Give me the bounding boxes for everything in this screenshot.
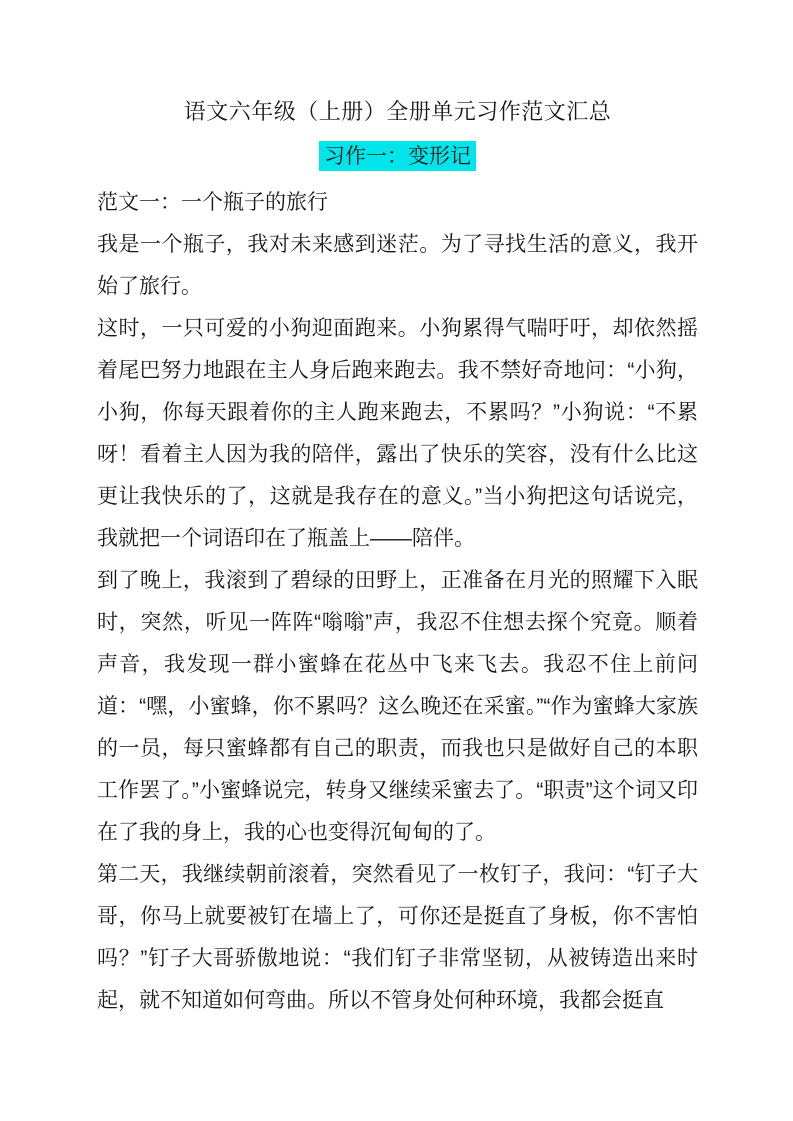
section-heading-row	[97, 141, 698, 173]
essay-body	[97, 182, 698, 1022]
essay-paragraph: 到了晚上，我滚到了碧绿的田野上，正准备在月光的照耀下入眠时，突然，听见一阵阵“嗡嗡”声，我忍不住想去探个究竟。顺着声音，我发现一群小蜜蜂在花丛中飞来飞去。我忍不住上前问道：“嘿，小蜜蜂，你不累吗？这么晚还在采蜜。”“作为蜜蜂大家族的一员，每只蜜蜂都有自己的职责，而我也只是做好自己的本职工作罢了。”小蜜蜂说完，转身又继续采蜜去了。“职责”这个词又印在了我的身上，我的心也变得沉甸甸的了。	[97, 569, 698, 844]
essay-paragraph: 第二天，我继续朝前滚着，突然看见了一枚钉子，我问：“钉子大哥，你马上就要被钉在墙上了，可你还是挺直了身板，你不害怕吗？”钉子大哥骄傲地说：“我们钉子非常坚韧，从被铸造出来时起，就不知道如何弯曲。所以不管身处何种环境，我都会挺直	[97, 863, 698, 1012]
document-title: 语文六年级（上册）全册单元习作范文汇总	[183, 99, 612, 124]
essay-paragraph: 我是一个瓶子，我对未来感到迷茫。为了寻找生活的意义，我开始了旅行。	[97, 233, 698, 298]
essay-paragraph: 这时，一只可爱的小狗迎面跑来。小狗累得气喘吁吁，却依然摇着尾巴努力地跟在主人身后跑来跑去。我不禁好奇地问：“小狗，小狗，你每天跟着你的主人跑来跑去，不累吗？”小狗说：“不累呀！看着主人因为我的陪伴，露出了快乐的笑容，没有什么比这更让我快乐的了，这就是我存在的意义。”当小狗把这句话说完，我就把一个词语印在了瓶盖上——陪伴。	[97, 317, 698, 550]
essay-heading: 范文一：一个瓶子的旅行	[97, 191, 328, 214]
section-heading-highlight: 习作一：变形记	[319, 141, 476, 171]
